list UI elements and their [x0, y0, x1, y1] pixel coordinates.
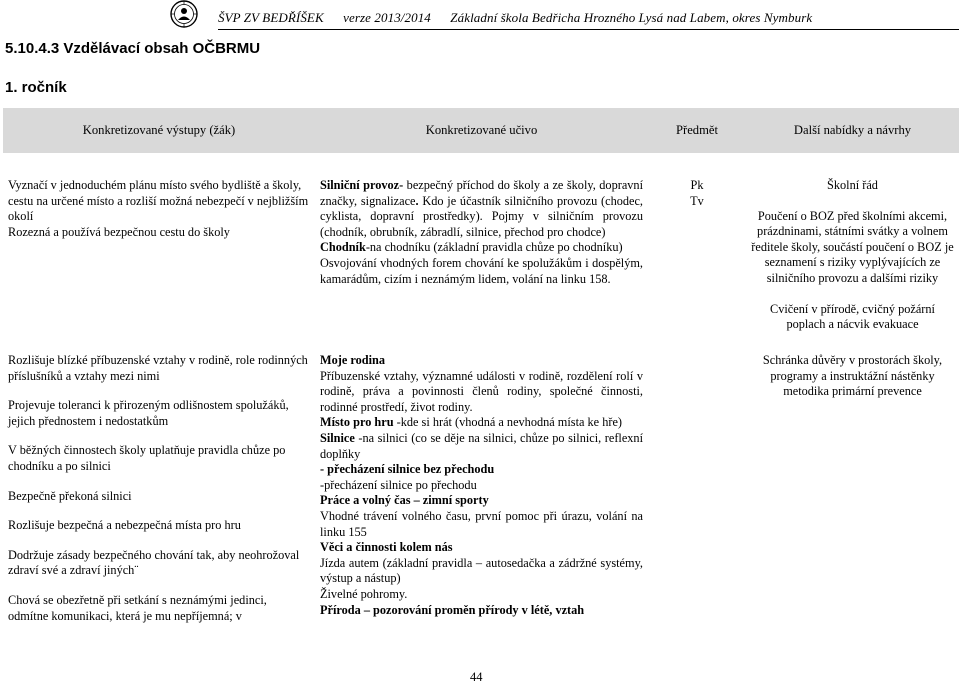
subject-abbr: Pk — [690, 178, 704, 192]
other-item: Poučení o BOZ před školními akcemi, prázdninami, státními svátky a volnem ředitele školy, součástí poučení o BOZ je seznamení s riziky vyplývajících ze silničního provozu a dalšími riziky — [751, 208, 954, 285]
page-header — [170, 0, 959, 30]
subject-cell — [648, 353, 746, 643]
header-other: Další nabídky a návrhy — [746, 108, 959, 153]
table-row — [3, 353, 959, 643]
spacer-row — [3, 153, 959, 178]
outcome-item: Rozlišuje blízké příbuzenské vztahy v rodině, role rodinných příslušníků a vztahy mezi nimi — [8, 353, 308, 383]
outcome-item: Bezpečně překoná silnici — [8, 488, 132, 503]
content-paragraph — [320, 240, 643, 256]
header-text — [218, 10, 828, 26]
content-bold: Příroda – pozorování proměn přírody v létě, vztah — [320, 602, 585, 617]
outcome-item: Vyznačí v jednoduchém plánu místo svého bydliště a školy, cestu na určené místo a rozliší možná nebezpečí v nejbližším okolí — [8, 178, 309, 224]
header-school: Základní škola Bedřicha Hrozného Lysá nad Labem, okres Nymburk — [450, 10, 813, 25]
content-bold: Silnice — [320, 430, 355, 445]
curriculum-table — [3, 108, 959, 643]
other-item: Školní řád — [827, 178, 878, 192]
outcomes-cell — [3, 353, 315, 643]
other-item: Cvičení v přírodě, cvičný požární poplach a nácvik evakuace — [770, 301, 935, 332]
outcome-item: V běžných činnostech školy uplatňuje pravidla chůze po chodníku a po silnici — [8, 443, 286, 473]
content-text: -kde si hrát (vhodná a nevhodná místa ke hře) — [393, 415, 623, 430]
subject-abbr: Tv — [690, 193, 704, 208]
content-cell — [315, 353, 648, 643]
outcome-item: Projevuje toleranci k přirozeným odlišnostem spolužáků, jejich přednostem i nedostatkům — [8, 398, 289, 428]
subject-cell — [648, 178, 746, 353]
outcomes-cell — [3, 178, 315, 353]
header-content: Konkretizované učivo — [315, 108, 648, 153]
content-text: Kdo je účastník silničního provozu (chodec, cyklista, dopravní prostředky). Pojmy v silničním provozu (chodník, obrubník, zábradlí, silnice, přechod pro chodce) — [320, 193, 644, 239]
header-program: ŠVP ZV BEDŘÍŠEK — [218, 10, 324, 25]
content-text: bezpečný příchod do školy a ze školy, dopravní značky, signalizace — [320, 178, 643, 208]
grade-heading: 1. ročník — [5, 79, 67, 96]
content-text: -na chodníku (základní pravidla chůze po chodníku) — [365, 240, 623, 255]
content-bold: Věci a činnosti kolem nás — [320, 540, 453, 555]
content-bold: Chodník — [320, 240, 366, 255]
header-version: verze 2013/2014 — [343, 10, 431, 25]
school-logo-icon — [170, 0, 198, 28]
outcome-item: Rozezná a používá bezpečnou cestu do školy — [8, 224, 230, 239]
table-row — [3, 178, 959, 353]
content-paragraph: Živelné pohromy. — [320, 586, 408, 601]
content-bold: . — [415, 193, 419, 208]
content-paragraph: Osvojování vhodných forem chování ke spolužákům i dospělým, kamarádům, cizím i neznámým lidem, volání na linku 158. — [320, 255, 643, 286]
header-outcomes: Konkretizované výstupy (žák) — [3, 108, 315, 153]
other-item: Schránka důvěry v prostorách školy, programy a instruktážní nástěnky metodika primární prevence — [762, 353, 943, 399]
content-paragraph: Vhodné trávení volného času, první pomoc při úrazu, volání na linku 155 — [320, 508, 643, 539]
other-cell — [746, 353, 959, 643]
section-heading: 5.10.4.3 Vzdělávací obsah OČBRMU — [5, 40, 261, 57]
content-paragraph: -přecházení silnice po přechodu — [320, 477, 477, 492]
header-subject: Předmět — [648, 108, 746, 153]
other-cell — [746, 178, 959, 353]
content-bold: Místo pro hru — [320, 415, 394, 430]
content-bold: Moje rodina — [320, 353, 386, 367]
content-paragraph — [320, 178, 643, 240]
content-bold: Silniční provoz- — [320, 178, 404, 192]
content-text: -na silnici (co se děje na silnici, chůze po silnici, reflexní doplňky — [320, 430, 643, 461]
content-paragraph: Příbuzenské vztahy, významné události v rodině, rozdělení rolí v rodině, práva a povinnosti členů rodiny, společné činnosti, rodinné prostředí, život rodiny. — [320, 368, 643, 414]
table-header-row — [3, 108, 959, 153]
header-divider — [218, 29, 959, 30]
outcome-item: Rozlišuje bezpečná a nebezpečná místa pro hru — [8, 518, 241, 533]
content-bold: - přecházení silnice bez přechodu — [320, 462, 495, 477]
content-paragraph: Jízda autem (základní pravidla – autosedačka a zádržné systémy, výstup a nástup) — [320, 555, 643, 586]
page-number: 44 — [470, 670, 483, 684]
outcome-item: Dodržuje zásady bezpečného chování tak, aby neohrožoval zdraví své a zdraví jiných¨ — [8, 547, 300, 578]
content-cell — [315, 178, 648, 353]
content-bold: Práce a volný čas – zimní sporty — [320, 493, 489, 508]
outcome-item: Chová se obezřetně při setkání s neznámými jedinci, odmítne komunikaci, která je mu nepříjemná; v — [8, 592, 267, 623]
